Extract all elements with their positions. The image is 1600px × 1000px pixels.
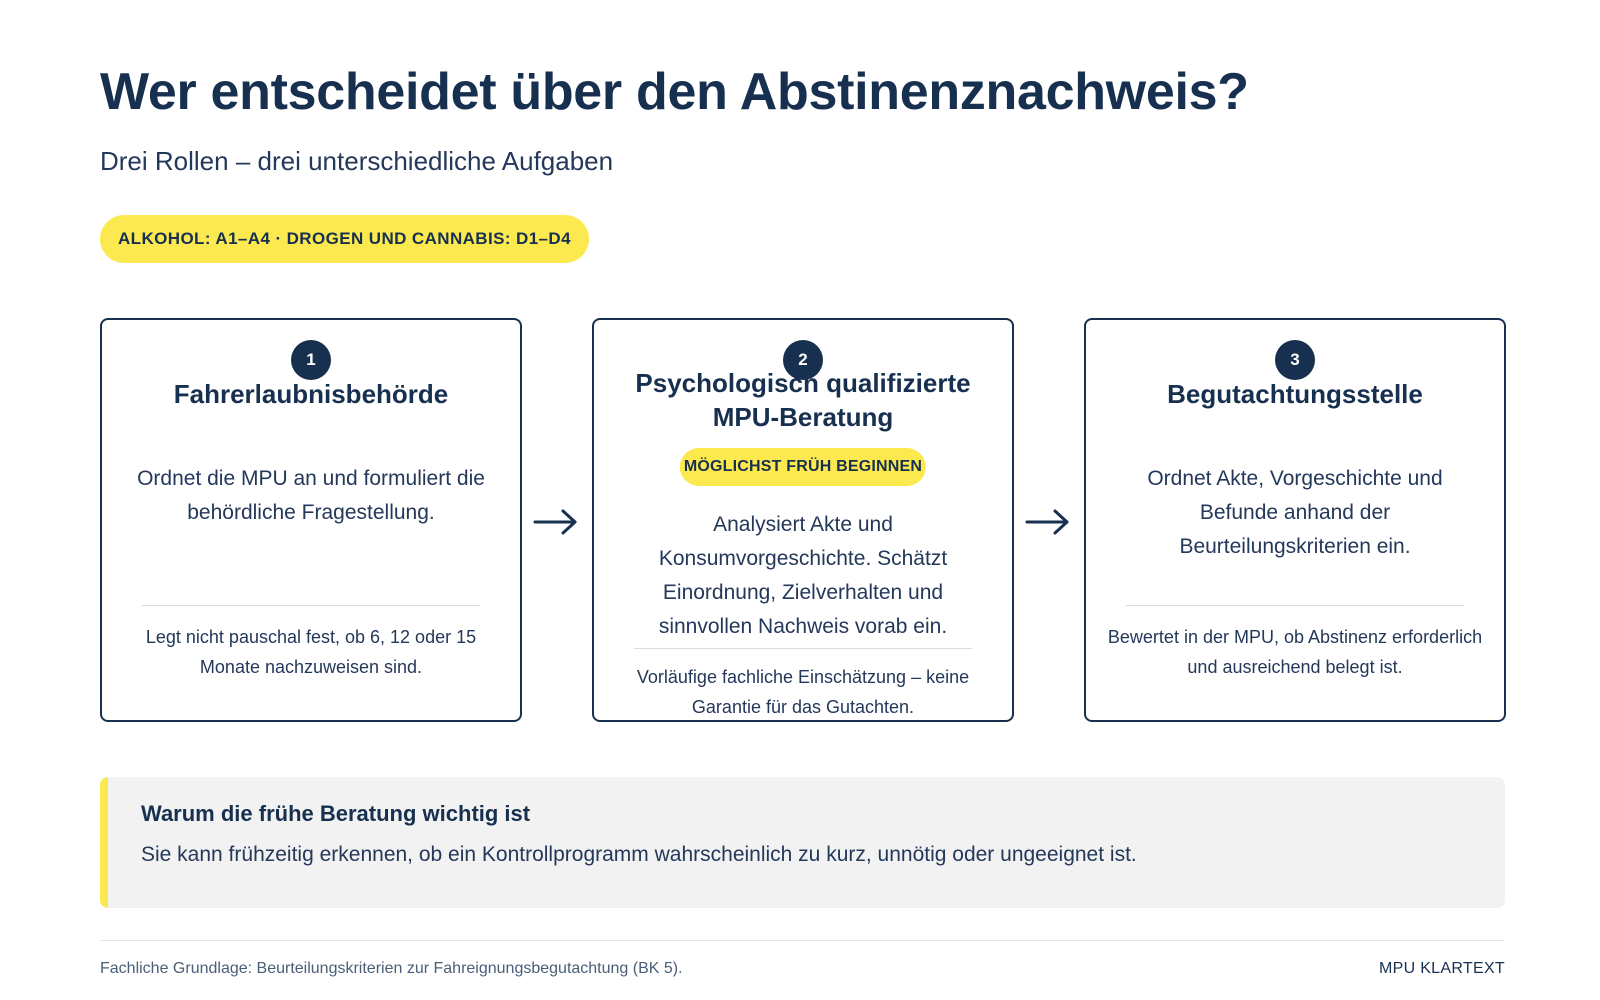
page-subtitle: Drei Rollen – drei unterschiedliche Aufgaben	[100, 146, 614, 176]
callout-text: Sie kann frühzeitig erkennen, ob ein Kontrollprogramm wahrscheinlich zu kurz, unnötig oder ungeeignet ist.	[141, 843, 1137, 866]
early-start-badge: MÖGLICHST FRÜH BEGINNEN	[680, 448, 926, 486]
card-divider	[142, 605, 480, 606]
step-note: Vorläufige fachliche Einschätzung – keine Garantie für das Gutachten.	[636, 667, 970, 717]
step-description: Ordnet die MPU an und formuliert die behördliche Fragestellung.	[137, 467, 485, 524]
step-title: Fahrerlaubnisbehörde	[173, 379, 449, 409]
footer-divider	[100, 940, 1505, 941]
step-title: Psychologisch qualifizierte MPU-Beratung	[635, 368, 971, 432]
arrow-right-icon	[533, 505, 579, 539]
callout-title: Warum die frühe Beratung wichtig ist	[141, 801, 531, 826]
card-divider	[1126, 605, 1464, 606]
step-number-badge: 2	[783, 340, 823, 380]
step-number-badge: 3	[1275, 340, 1315, 380]
step-card-mpu-beratung	[592, 318, 1014, 722]
step-number-badge: 1	[291, 340, 331, 380]
arrow-right-icon	[1025, 505, 1071, 539]
step-title: Begutachtungsstelle	[1167, 379, 1423, 409]
footer-brand: MPU KLARTEXT	[1379, 960, 1505, 977]
category-pill: ALKOHOL: A1–A4 · DROGEN UND CANNABIS: D1–D4	[100, 215, 589, 263]
card-divider	[634, 648, 972, 649]
step-card-begutachtungsstelle	[1084, 318, 1506, 722]
step-description: Ordnet Akte, Vorgeschichte und Befunde anhand der Beurteilungskriterien ein.	[1147, 467, 1443, 558]
page-title: Wer entscheidet über den Abstinenznachweis?	[100, 63, 1249, 121]
step-note: Bewertet in der MPU, ob Abstinenz erforderlich und ausreichend belegt ist.	[1107, 627, 1483, 677]
step-description: Analysiert Akte und Konsumvorgeschichte. Schätzt Einordnung, Zielverhalten und sinnvollen Nachweis vorab ein.	[658, 513, 948, 638]
footer-source: Fachliche Grundlage: Beurteilungskriterien zur Fahreignungsbegutachtung (BK 5).	[100, 960, 683, 977]
step-note: Legt nicht pauschal fest, ob 6, 12 oder 15 Monate nachzuweisen sind.	[145, 627, 477, 677]
info-callout	[100, 777, 1505, 908]
step-card-fahrerlaubnisbehoerde	[100, 318, 522, 722]
